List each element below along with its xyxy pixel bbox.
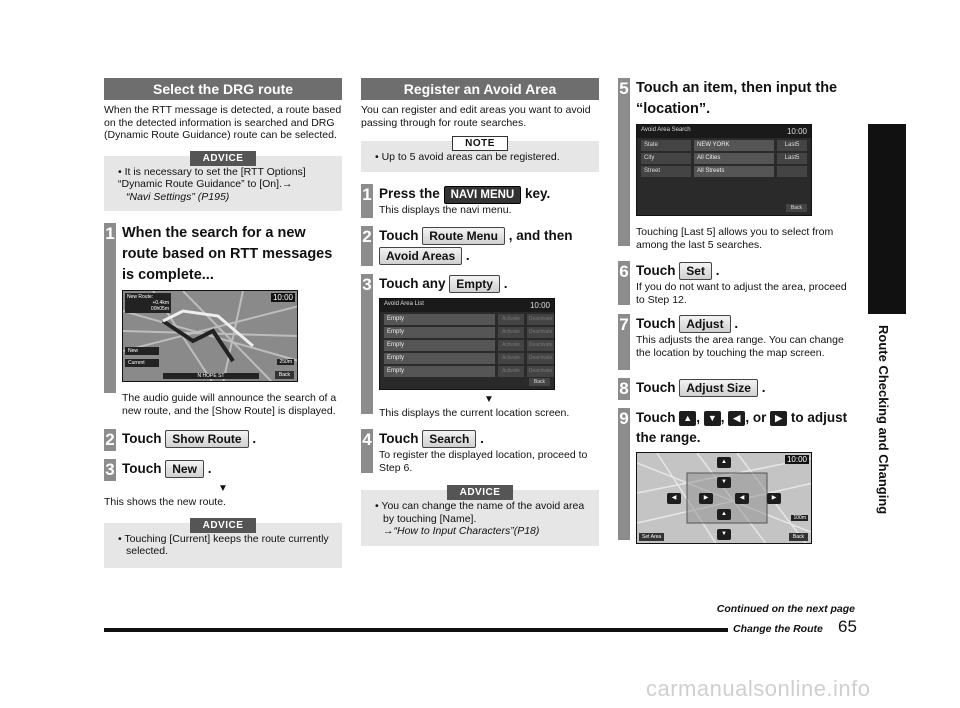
- step-press: Press the: [379, 185, 440, 201]
- advice-badge-wrap: [104, 515, 342, 531]
- advice-badge: ADVICE: [190, 518, 257, 533]
- list-item[interactable]: [384, 366, 554, 377]
- side-label-chapter: Route Checking and Changing: [876, 325, 891, 515]
- period: .: [480, 431, 484, 446]
- up-arrow-icon[interactable]: ▲: [717, 509, 731, 520]
- last5-button[interactable]: Last5: [777, 140, 807, 151]
- activate-button[interactable]: Activate: [498, 327, 525, 338]
- scale-label: 250m: [279, 359, 292, 365]
- row-value[interactable]: NEW YORK: [694, 140, 774, 151]
- step-7: [618, 314, 856, 370]
- avoid-areas-button[interactable]: Avoid Areas: [379, 247, 462, 265]
- last5-button[interactable]: [777, 166, 807, 177]
- note-box: • Up to 5 avoid areas can be registered.: [361, 141, 599, 172]
- clock: 10:00: [786, 127, 807, 136]
- last5-button[interactable]: Last5: [777, 153, 807, 164]
- note-badge-wrap: [361, 133, 599, 149]
- row-value[interactable]: All Cities: [694, 153, 774, 164]
- chapter-tab-edge: [902, 124, 906, 314]
- step-mid: , and then: [508, 227, 573, 243]
- clock: 10:00: [272, 293, 293, 302]
- step-title: Touch an item, then input the “location”.: [636, 80, 838, 117]
- screen-title: Avoid Area List: [384, 300, 424, 307]
- step-number: 1: [361, 184, 373, 218]
- step-number: 2: [105, 430, 115, 449]
- back-button[interactable]: Back: [789, 533, 808, 541]
- new-route-info: [125, 293, 171, 313]
- deactivate-button[interactable]: Deactivate: [527, 366, 554, 377]
- step-3: [104, 459, 342, 481]
- row-key: City: [641, 153, 691, 164]
- screen-header: [380, 299, 554, 312]
- set-area-button[interactable]: Set Area: [639, 533, 664, 541]
- step-description: Touching [Last 5] allows you to select from among the last 5 searches.: [636, 226, 834, 251]
- row-key: State: [641, 140, 691, 151]
- advice-badge-wrap: [361, 482, 599, 498]
- watermark: carmanualsonline.info: [646, 676, 871, 701]
- period: .: [734, 316, 739, 331]
- step-1: [361, 184, 599, 218]
- back-button[interactable]: Back: [529, 378, 550, 386]
- section-title-avoid: Register an Avoid Area: [361, 78, 599, 100]
- set-button[interactable]: Set: [679, 262, 712, 280]
- step3-result: This shows the new route.: [104, 496, 226, 508]
- step-2: [104, 429, 342, 451]
- new-route-time: 00h05m: [150, 306, 169, 312]
- note-badge: NOTE: [452, 136, 508, 151]
- new-button[interactable]: New: [125, 347, 159, 355]
- step-touch: Touch: [636, 410, 676, 425]
- step-5: [618, 78, 856, 251]
- activate-button[interactable]: Activate: [498, 340, 525, 351]
- clock: 10:00: [786, 455, 807, 464]
- street-label: N HOPE ST: [163, 373, 259, 379]
- column-steps: [618, 78, 856, 544]
- back-button[interactable]: Back: [275, 371, 294, 379]
- street-row[interactable]: [641, 166, 807, 177]
- down-arrow-icon: ▼: [484, 393, 494, 405]
- step-8: [618, 378, 856, 400]
- step-suffix: key.: [525, 185, 551, 201]
- new-route-button[interactable]: New: [165, 460, 204, 478]
- down-arrow-icon[interactable]: ▼: [717, 477, 731, 488]
- right-arrow-icon[interactable]: ▶: [770, 411, 787, 426]
- advice-ref: “Navi Settings” (P195): [126, 190, 230, 203]
- column-avoid-area: [361, 78, 599, 546]
- period: .: [252, 431, 257, 446]
- new-route-dist: +0.4km: [152, 300, 169, 306]
- step-6: [618, 261, 856, 306]
- period: .: [761, 380, 766, 395]
- footer-section: Change the Route: [733, 623, 823, 635]
- advice-text: Touching [Current] keeps the route currently selected.: [124, 532, 329, 557]
- step-title: When the search for a new route based on RTT messages is complete...: [122, 225, 333, 283]
- step-number: 3: [105, 460, 115, 479]
- screen-title: Avoid Area Search: [641, 127, 691, 133]
- state-row[interactable]: [641, 140, 807, 151]
- period: .: [465, 247, 470, 263]
- route-menu-button[interactable]: Route Menu: [422, 227, 505, 245]
- advice-ref: →“How to Input Characters”(P18): [383, 525, 540, 537]
- step-1: [104, 223, 342, 417]
- list-item[interactable]: [384, 340, 554, 351]
- list-item[interactable]: [384, 314, 554, 325]
- step-touch: Touch: [122, 461, 162, 476]
- step-number: 9: [618, 408, 630, 540]
- deactivate-button[interactable]: Deactivate: [527, 327, 554, 338]
- step-description: This adjusts the area range. You can change the location by touching the map screen.: [636, 334, 844, 359]
- down-arrow-icon[interactable]: ▼: [717, 529, 731, 540]
- deactivate-button[interactable]: Deactivate: [527, 314, 554, 325]
- advice-text: It is necessary to set the [RTT Options] “Dynamic Route Guidance” to [On].→: [118, 165, 306, 190]
- down-arrow-icon[interactable]: ▼: [704, 411, 721, 426]
- step-touch: Touch: [122, 431, 162, 446]
- advice-badge: ADVICE: [447, 485, 514, 500]
- right-arrow-icon[interactable]: ▶: [767, 493, 781, 504]
- step-description: This displays the current location screen.: [379, 406, 570, 419]
- left-arrow-icon[interactable]: ◀: [728, 411, 745, 426]
- step-number: 8: [619, 379, 629, 398]
- step-description: This displays the navi menu.: [379, 203, 512, 216]
- current-button[interactable]: Current: [125, 359, 159, 367]
- row-label: Empty: [384, 353, 495, 364]
- step-number: 3: [361, 274, 373, 414]
- back-button[interactable]: Back: [786, 204, 807, 212]
- left-arrow-icon[interactable]: ◀: [667, 493, 681, 504]
- rtt-map-screenshot: [122, 290, 298, 382]
- step-number: 5: [618, 78, 630, 246]
- show-route-button[interactable]: Show Route: [165, 430, 248, 448]
- activate-button[interactable]: Activate: [498, 314, 525, 325]
- drg-intro: When the RTT message is detected, a route based on the detected information is searched and DRG (Dynamic Route Guidance) route can be selected.: [104, 104, 342, 141]
- column-drg: [104, 78, 342, 568]
- step1-description: The audio guide will announce the search of a new route, and the [Show Route] is displayed.: [122, 392, 337, 417]
- step-touch: Touch: [636, 380, 676, 395]
- step-number: 1: [104, 223, 116, 393]
- side-label-navi: NAVI: [876, 196, 891, 227]
- advice-box: • You can change the name of the avoid area by touching [Name]. →“How to Input Characters”(P18): [361, 490, 599, 546]
- step-touch: Touch: [379, 227, 419, 243]
- navi-menu-key[interactable]: NAVI MENU: [444, 186, 522, 204]
- period: .: [503, 275, 508, 291]
- step-number: 7: [618, 314, 630, 370]
- scale-label: 100m: [793, 515, 806, 521]
- screen-header: [637, 125, 811, 138]
- list-item[interactable]: [384, 327, 554, 338]
- clock: 10:00: [529, 300, 550, 310]
- deactivate-button[interactable]: Deactivate: [527, 353, 554, 364]
- up-arrow-icon[interactable]: ▲: [679, 411, 696, 426]
- avoid-area-list-screenshot: [379, 298, 555, 390]
- step-description: If you do not want to adjust the area, proceed to Step 12.: [636, 281, 847, 306]
- advice-text: You can change the name of the avoid area by touching [Name].: [381, 500, 585, 525]
- separator: , or: [745, 410, 767, 425]
- note-text: Up to 5 avoid areas can be registered.: [381, 151, 560, 163]
- footer-rule: [104, 628, 728, 632]
- list-item[interactable]: [384, 353, 554, 364]
- search-button[interactable]: Search: [422, 430, 476, 448]
- advice-badge-wrap: [104, 148, 342, 164]
- adjust-range-screenshot: [636, 452, 812, 544]
- row-label: Empty: [384, 314, 495, 325]
- step-touch: Touch any: [379, 275, 446, 291]
- period: .: [715, 263, 720, 278]
- step-touch: Touch: [636, 263, 676, 278]
- continued-note: Continued on the next page: [716, 603, 855, 615]
- empty-button[interactable]: Empty: [449, 275, 500, 293]
- advice-box: • It is necessary to set the [RTT Options] “Dynamic Route Guidance” to [On].→ “Navi Settings” (P195): [104, 156, 342, 212]
- step-2: [361, 226, 599, 266]
- section-title-drg: Select the DRG route: [104, 78, 342, 100]
- row-label: Empty: [384, 340, 495, 351]
- advice-badge: ADVICE: [190, 151, 257, 166]
- row-label: Empty: [384, 366, 495, 377]
- deactivate-button[interactable]: Deactivate: [527, 340, 554, 351]
- separator: ,: [720, 410, 725, 425]
- row-value[interactable]: All Streets: [694, 166, 774, 177]
- period: .: [207, 461, 212, 476]
- activate-button[interactable]: Activate: [498, 366, 525, 377]
- avoid-intro: You can register and edit areas you want to avoid passing through for route searches.: [361, 104, 591, 129]
- new-route-label: New Route:: [127, 294, 154, 300]
- right-arrow-icon[interactable]: ▶: [699, 493, 713, 504]
- separator: ,: [696, 410, 701, 425]
- step-4: [361, 429, 599, 474]
- adjust-button[interactable]: Adjust: [679, 315, 730, 333]
- step-9: [618, 408, 856, 544]
- left-arrow-icon[interactable]: ◀: [735, 493, 749, 504]
- step-number: 6: [618, 261, 630, 305]
- page-number: 65: [838, 617, 857, 636]
- row-key: Street: [641, 166, 691, 177]
- step-number: 4: [361, 429, 373, 473]
- step-description: To register the displayed location, proceed to Step 6.: [379, 449, 588, 474]
- adjust-size-button[interactable]: Adjust Size: [679, 379, 758, 397]
- city-row[interactable]: [641, 153, 807, 164]
- up-arrow-icon[interactable]: ▲: [717, 457, 731, 468]
- avoid-area-search-screenshot: [636, 124, 812, 216]
- step-touch: Touch: [636, 316, 676, 331]
- step-number: 2: [361, 226, 373, 266]
- step-touch: Touch: [379, 431, 419, 446]
- advice-box: • Touching [Current] keeps the route currently selected.: [104, 523, 342, 568]
- row-label: Empty: [384, 327, 495, 338]
- activate-button[interactable]: Activate: [498, 353, 525, 364]
- down-arrow-icon: ▼: [218, 483, 228, 494]
- step-3: [361, 274, 599, 420]
- step-suffix: to adjust the range.: [636, 410, 848, 445]
